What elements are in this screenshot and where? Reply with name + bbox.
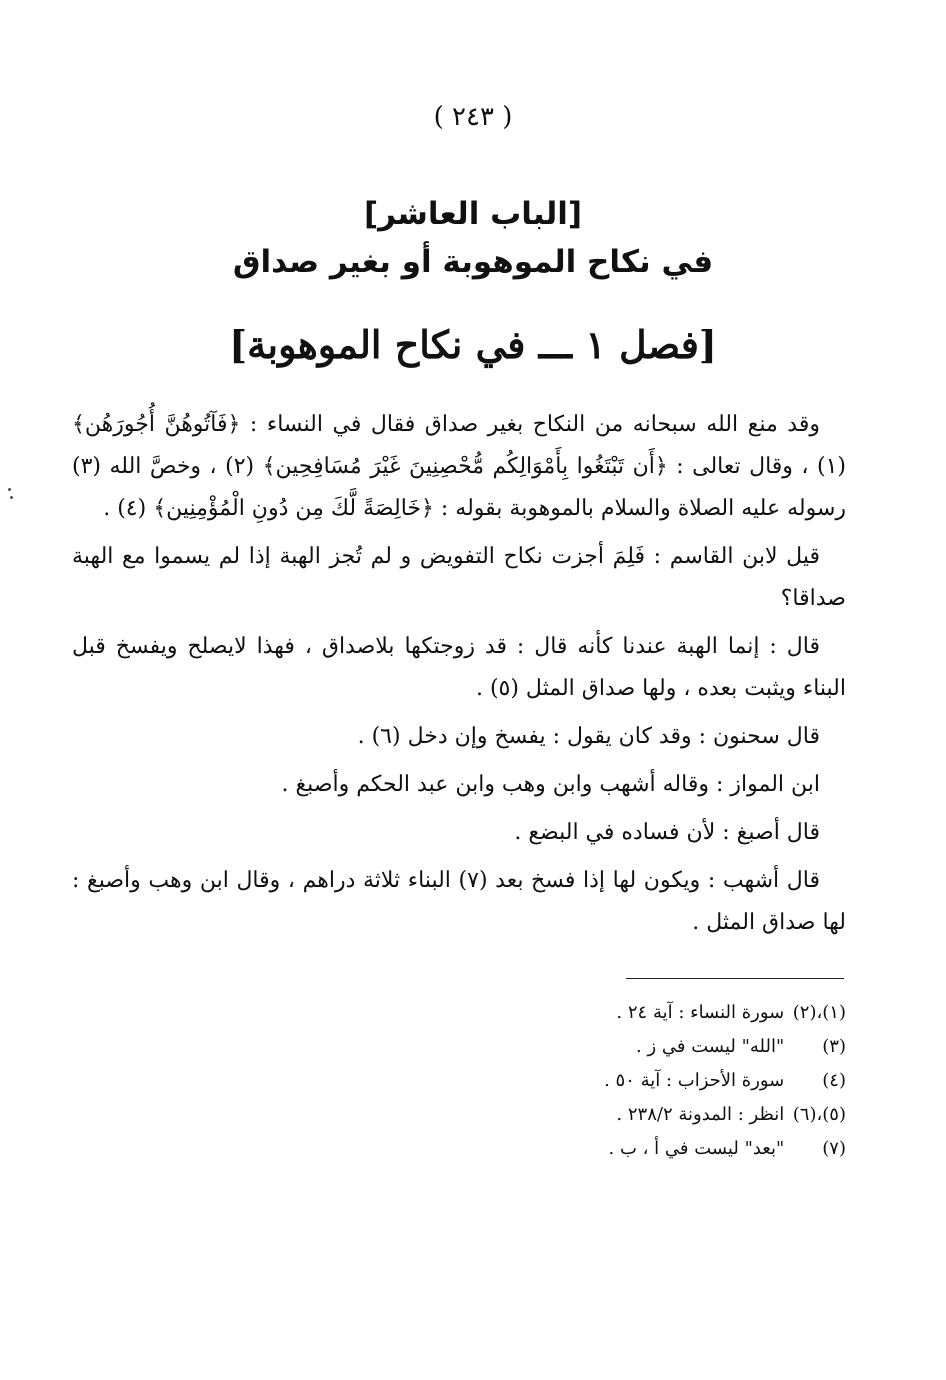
footnote [300,996,846,1030]
footnote-number: (٥)،(٦) [792,1104,846,1125]
footnote-separator [626,978,844,979]
footnote-number: (١)،(٢) [792,1002,846,1023]
footnote-number: (٧) [822,1138,846,1159]
footnote [300,1064,846,1098]
paragraph: قيل لابن القاسم : فَلِمَ أجزت نكاح التفويض و لم تُجز الهبة إذا لم يسموا مع الهبة صداقا؟ [72,544,846,611]
page-number: ( ٢٤٣ ) [433,102,513,132]
footnote [300,1030,846,1064]
chapter-heading: [الباب العاشر] [363,196,582,232]
chapter-subheading: في نكاح الموهوبة أو بغير صداق [232,244,714,280]
footnote-text: انظر : المدونة ٢٣٨/٢ . [616,1104,785,1125]
scan-speck [8,488,11,491]
footnote-text: سورة النساء : آية ٢٤ . [616,1002,785,1023]
paragraph: وقد منع الله سبحانه من النكاح بغير صداق فقال في النساء : ﴿فَآتُوهُنَّ أُجُورَهُن﴾ (١) ، وقال تعالى : ﴿أَن تَبْتَغُوا بِأَمْوَالِكُم مُّحْصِنِينَ غَيْرَ مُسَافِحِين﴾ (٢) ، وخصَّ الله (٣) رسوله عليه الصلاة والسلام بالموهوبة بقوله : ﴿خَالِصَةً لَّكَ مِن دُونِ الْمُؤْمِنِين﴾ (٤) . [72,412,846,521]
body-text [72,404,846,950]
paragraph: قال : إنما الهبة عندنا كأنه قال : قد زوجتكها بلاصداق ، فهذا لايصلح ويفسخ قبل البناء ويثبت بعده ، ولها صداق المثل (٥) . [72,634,846,701]
footnote-text: سورة الأحزاب : آية ٥٠ . [604,1070,785,1091]
footnote-text: "الله" ليست في ز . [636,1036,785,1057]
scan-speck [10,496,13,499]
paragraph: قال سحنون : وقد كان يقول : يفسخ وإن دخل (٦) . [357,724,820,749]
paragraph: ابن المواز : وقاله أشهب وابن وهب وابن عبد الحكم وأصبغ . [281,772,820,797]
section-title: [فصل ١ ـــ في نكاح الموهوبة] [229,322,717,367]
footnote-text: "بعد" ليست في أ ، ب . [608,1138,785,1159]
paragraph: قال أشهب : ويكون لها إذا فسخ بعد (٧) البناء ثلاثة دراهم ، وقال ابن وهب وأصبغ : لها صداق المثل . [72,868,846,935]
footnote-number: (٣) [822,1036,846,1057]
footnote [300,1098,846,1132]
footnote-number: (٤) [822,1070,846,1091]
footnote [300,1132,846,1166]
paragraph: قال أصبغ : لأن فساده في البضع . [514,820,820,845]
footnotes [300,996,846,1166]
